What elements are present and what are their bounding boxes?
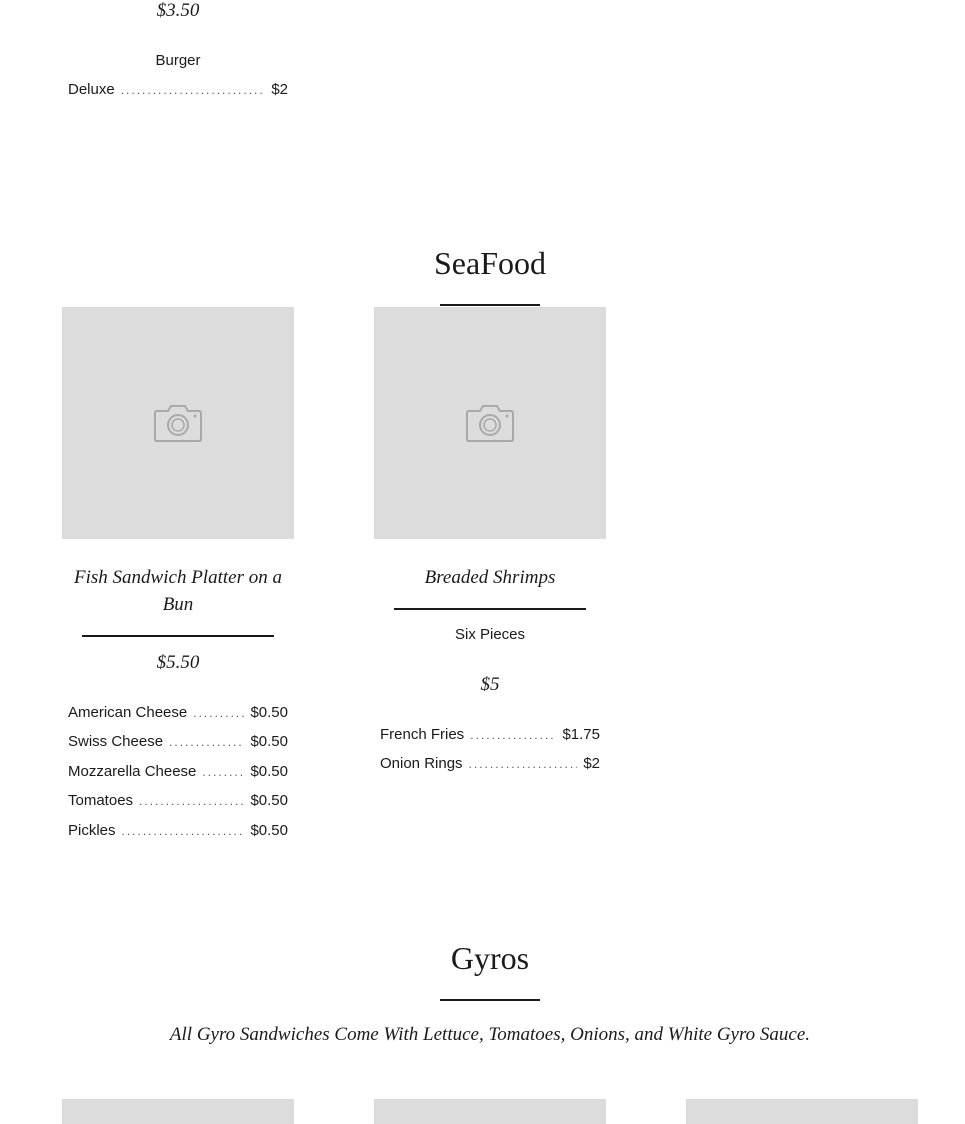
- top-item-option-deluxe: [68, 81, 288, 98]
- option-price: $2: [271, 81, 288, 98]
- option-label: French Fries: [380, 726, 465, 743]
- option-label: Swiss Cheese: [68, 733, 164, 750]
- item-price: $5.50: [156, 652, 200, 673]
- option-leader-dots: [193, 706, 244, 720]
- item-name-fish-sandwich: Fish Sandwich Platter on a Bun: [74, 567, 282, 615]
- option-label: Pickles: [68, 822, 116, 839]
- option-price: $0.50: [250, 792, 288, 809]
- item-name-breaded-shrimps: Breaded Shrimps: [424, 567, 556, 588]
- section-title-gyros: Gyros: [450, 940, 530, 976]
- section-title-underline: [440, 304, 540, 306]
- option-price: $2: [583, 755, 600, 772]
- option-leader-dots: [139, 794, 244, 808]
- item-photo-placeholder[interactable]: [62, 307, 294, 539]
- item-photo-placeholder[interactable]: [374, 307, 606, 539]
- item-photo-placeholder[interactable]: [374, 1099, 606, 1124]
- top-item-price: $3.50: [156, 0, 200, 21]
- option-leader-dots: [470, 728, 556, 742]
- item-name-underline: [394, 608, 586, 610]
- item-price: $5: [480, 674, 500, 695]
- option-label: Tomatoes: [68, 792, 134, 809]
- option-mozzarella-cheese: [68, 763, 288, 780]
- camera-icon: [465, 403, 515, 443]
- option-onion-rings: [380, 755, 600, 772]
- option-label: Mozzarella Cheese: [68, 763, 197, 780]
- option-leader-dots: [122, 824, 245, 838]
- option-swiss-cheese: [68, 733, 288, 750]
- gyros-note: All Gyro Sandwiches Come With Lettuce, Tomatoes, Onions, and White Gyro Sauce.: [169, 1024, 811, 1045]
- section-title-underline: [440, 999, 540, 1001]
- item-description: Six Pieces: [454, 626, 526, 643]
- option-leader-dots: [169, 735, 244, 749]
- item-name-underline: [82, 635, 274, 637]
- section-title-seafood: SeaFood: [434, 245, 546, 281]
- option-price: $1.75: [562, 726, 600, 743]
- option-french-fries: [380, 726, 600, 743]
- item-photo-placeholder[interactable]: [62, 1099, 294, 1124]
- option-price: $0.50: [250, 704, 288, 721]
- option-tomatoes: [68, 792, 288, 809]
- option-leader-dots: [469, 757, 578, 771]
- option-leader-dots: [202, 765, 244, 779]
- option-pickles: [68, 822, 288, 839]
- option-label: Onion Rings: [380, 755, 463, 772]
- option-price: $0.50: [250, 763, 288, 780]
- camera-icon: [153, 403, 203, 443]
- item-photo-placeholder[interactable]: [686, 1099, 918, 1124]
- top-item-option-group: Burger: [155, 52, 201, 69]
- option-price: $0.50: [250, 733, 288, 750]
- option-label: Deluxe: [68, 81, 115, 98]
- option-american-cheese: [68, 704, 288, 721]
- option-leader-dots: [121, 83, 266, 97]
- option-price: $0.50: [250, 822, 288, 839]
- option-label: American Cheese: [68, 704, 188, 721]
